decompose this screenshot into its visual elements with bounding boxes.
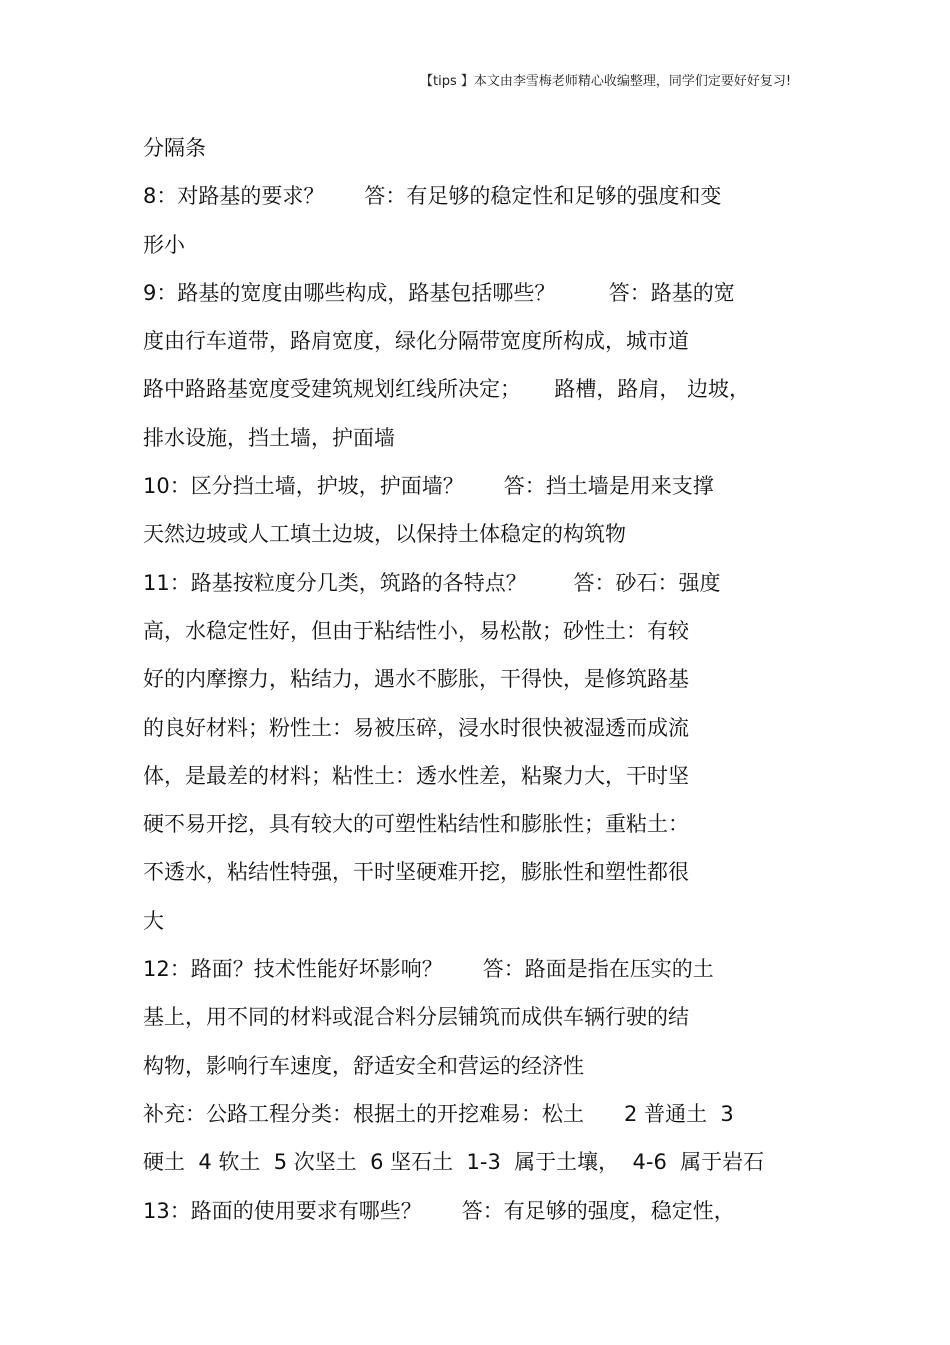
text-line: 硬不易开挖，具有较大的可塑性粘结性和膨胀性；重粘土： [143,812,689,837]
text-line: 8：对路基的要求？ 答：有足够的稳定性和足够的强度和变 [143,184,722,209]
text-line: 路中路路基宽度受建筑规划红线所决定； 路槽，路肩， 边坡， [143,377,751,402]
text-line: 体，是最差的材料；粘性土：透水性差，粘聚力大，干时坚 [143,763,689,788]
document-body [143,124,823,1235]
text-line: 不透水，粘结性特强，干时坚硬难开挖，膨胀性和塑性都很 [143,860,689,885]
text-line: 构物，影响行车速度，舒适安全和营运的经济性 [143,1053,584,1078]
text-line: 度由行车道带，路肩宽度，绿化分隔带宽度所构成，城市道 [143,329,689,354]
text-line: 天然边坡或人工填土边坡，以保持土体稳定的构筑物 [143,522,626,547]
text-line: 11：路基按粒度分几类，筑路的各特点？ 答：砂石：强度 [143,570,721,595]
text-line: 大 [143,908,164,933]
text-line: 好的内摩擦力，粘结力，遇水不膨胀，干得快，是修筑路基 [143,667,689,692]
text-line: 形小 [143,232,185,257]
text-line: 分隔条 [143,136,206,160]
text-line: 13：路面的使用要求有哪些？ 答：有足够的强度，稳定性， [143,1198,735,1223]
text-line: 9：路基的宽度由哪些构成，路基包括哪些？ 答：路基的宽 [143,280,735,305]
text-line: 硬土 4 软土 5 次坚土 6 坚石土 1-3 属于土壤， 4-6 属于岩石 [143,1150,765,1175]
text-line: 12：路面？技术性能好坏影响？ 答：路面是指在压实的土 [143,957,714,982]
text-line: 的良好材料；粉性土：易被压碎，浸水时很快被湿透而成流 [143,715,689,740]
header-tips: 【tips 】本文由李雪梅老师精心收编整理，同学们定要好好复习! [420,74,792,89]
text-line: 10：区分挡土墙，护坡，护面墙？ 答：挡土墙是用来支撑 [143,474,714,499]
text-line: 补充：公路工程分类：根据土的开挖难易：松土 2 普通土 3 [143,1101,734,1126]
text-line: 基上，用不同的材料或混合料分层铺筑而成供车辆行驶的结 [143,1005,689,1030]
text-line: 高，水稳定性好，但由于粘结性小，易松散；砂性土：有较 [143,618,689,643]
text-line: 排水设施，挡土墙，护面墙 [143,425,395,450]
